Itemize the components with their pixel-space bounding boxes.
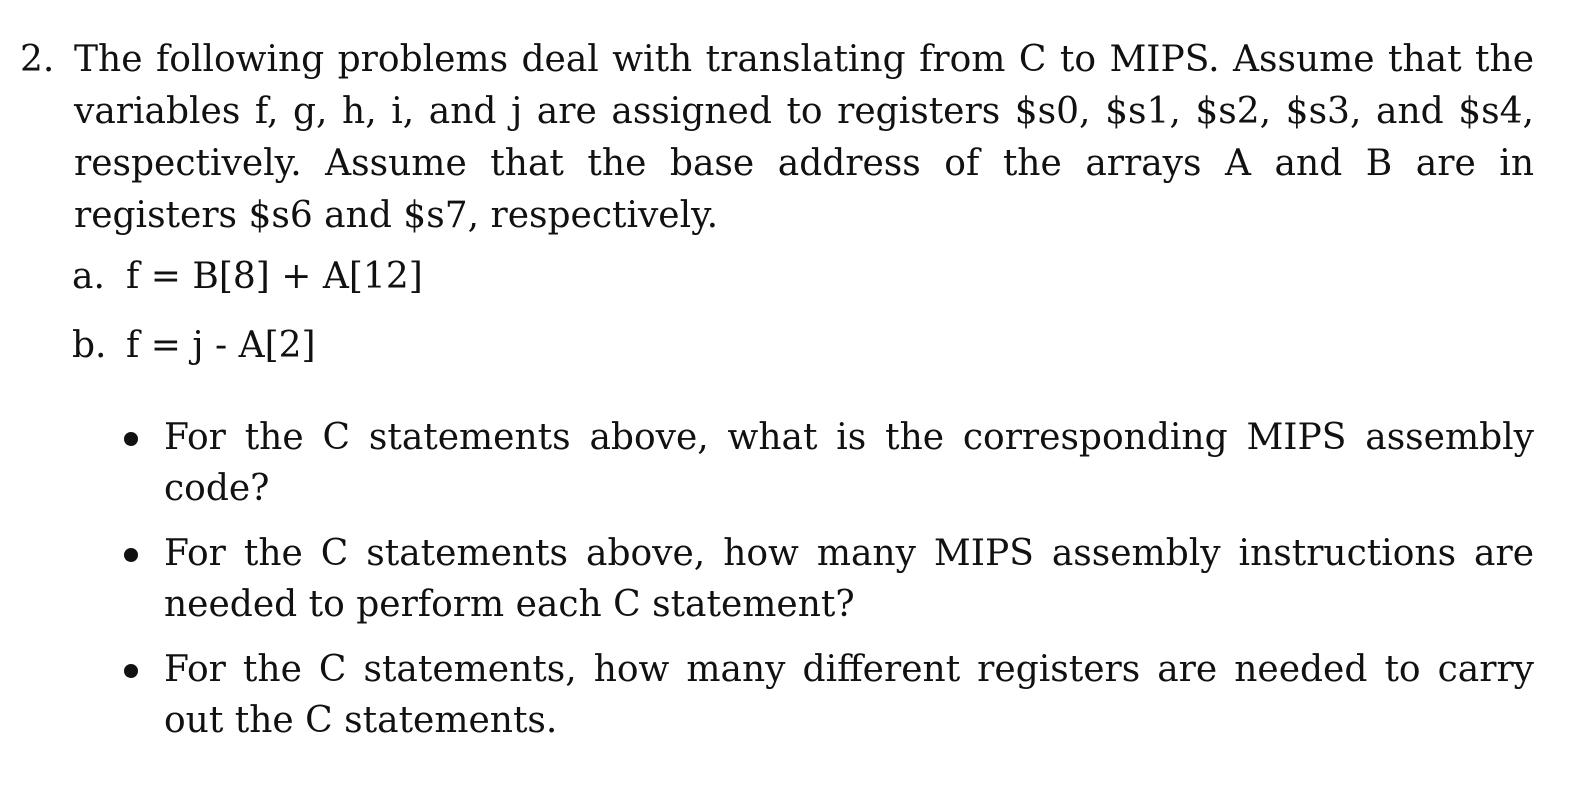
question-item (120, 528, 1534, 630)
statement-a-expression: f = B[8] + A[12] (126, 256, 423, 297)
bullet-icon (124, 432, 138, 446)
question-text: For the C statements above, what is the corresponding MIPS assembly code? (164, 417, 1534, 509)
problem-intro: The following problems deal with translating from C to MIPS. Assume that the variables f, g, h, i, and j are assigned to registers $s0, $s1, $s2, $s3, and $s4, respectively. Assume that the base address of the arrays A and B are in registers $s6 and $s7, respectively. (74, 39, 1534, 236)
statement-a-label: a. (72, 256, 105, 297)
question-item (120, 412, 1534, 514)
question-item (120, 644, 1534, 746)
bullet-icon (124, 664, 138, 678)
question-text: For the C statements, how many different registers are needed to carry out the C statements. (164, 649, 1534, 741)
statement-b (72, 320, 316, 372)
statement-a (72, 251, 423, 303)
statement-b-expression: f = j - A[2] (126, 325, 316, 366)
problem-number: 2. (20, 39, 55, 80)
statement-b-label: b. (72, 325, 107, 366)
question-list (120, 412, 1534, 760)
question-text: For the C statements above, how many MIPS assembly instructions are needed to perform each C statement? (164, 533, 1534, 625)
bullet-icon (124, 548, 138, 562)
